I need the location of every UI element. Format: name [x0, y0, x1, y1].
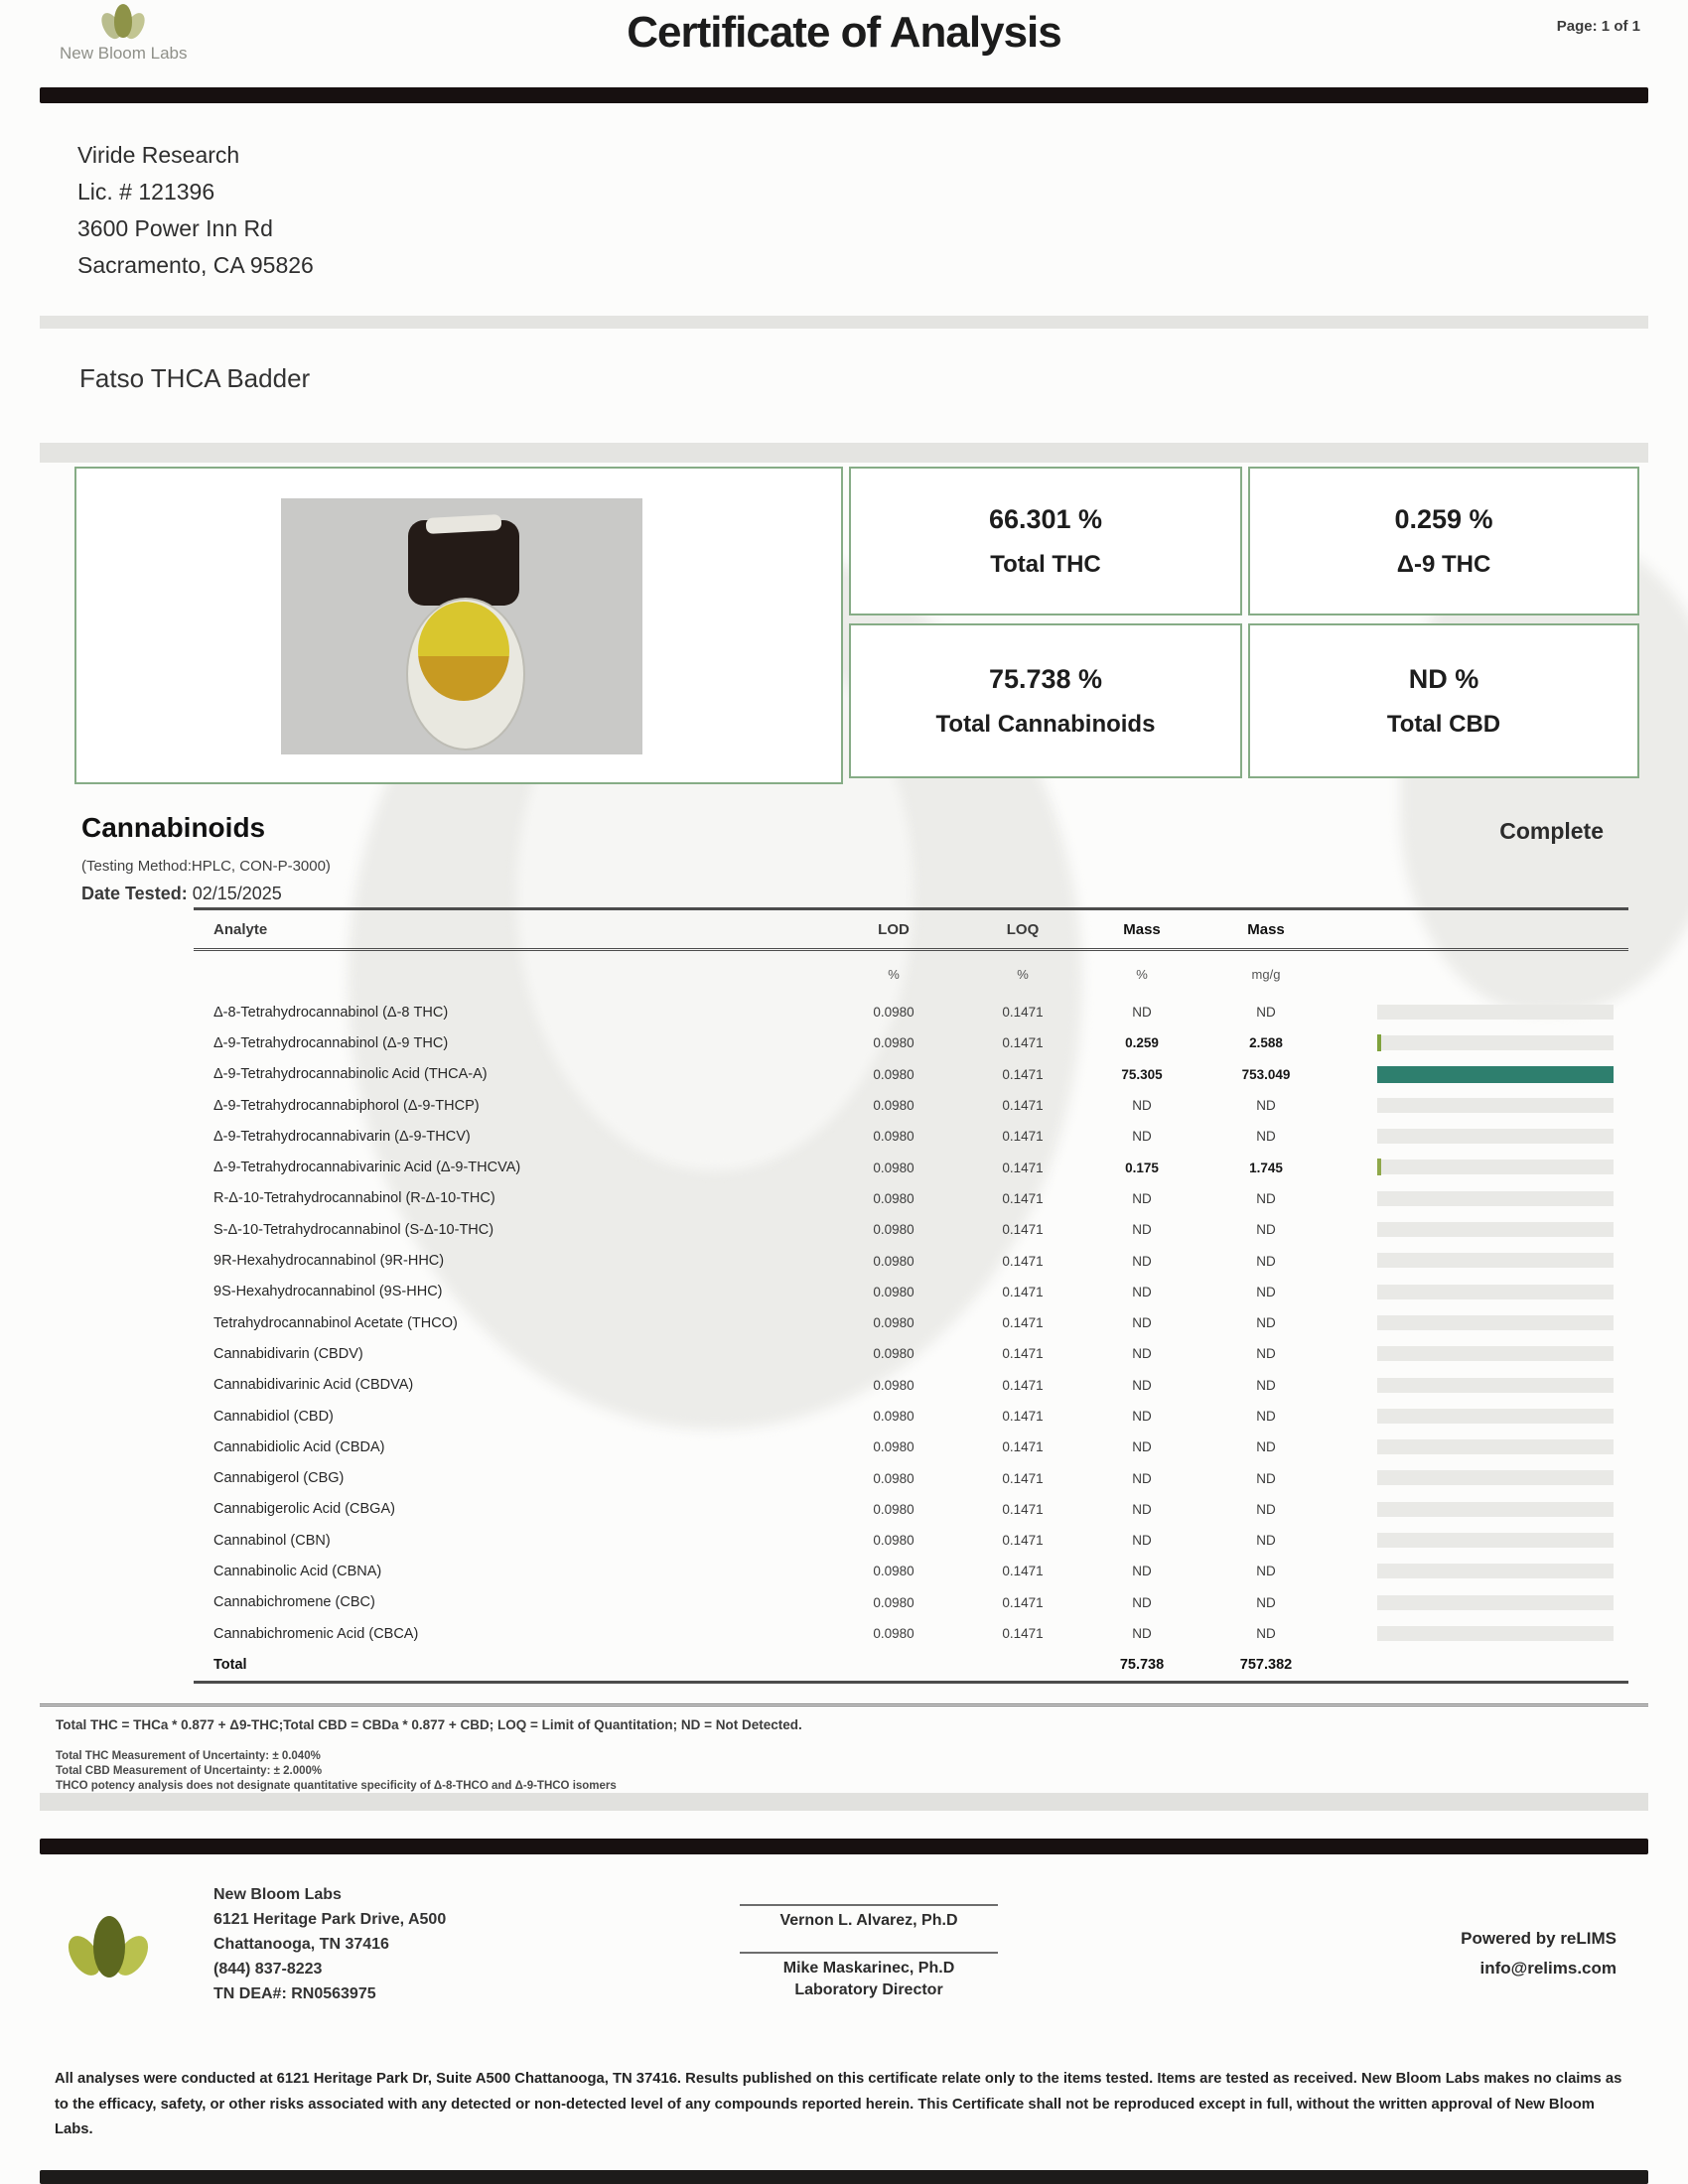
lod-cell: 0.0980 — [873, 1626, 914, 1642]
analyte-cell: 9R-Hexahydrocannabinol (9R-HHC) — [213, 1253, 445, 1270]
table-rule — [194, 1681, 1628, 1684]
analyte-cell: Cannabigerol (CBG) — [213, 1470, 345, 1487]
powered-by: Powered by reLIMS — [1461, 1929, 1617, 1948]
stat-value: 66.301 % — [988, 503, 1103, 534]
lab-logo — [60, 2, 278, 64]
mass-bar-cell — [1336, 1556, 1628, 1586]
mass-bar-cell — [1336, 1494, 1628, 1525]
lab-address-block — [213, 1882, 446, 2006]
table-header-row — [194, 910, 1628, 948]
loq-cell: 0.1471 — [1002, 1098, 1044, 1114]
analyte-cell: Δ-9-Tetrahydrocannabinolic Acid (THCA-A) — [213, 1066, 488, 1083]
stat-label: Total THC — [990, 550, 1101, 578]
loq-cell: 0.1471 — [1002, 1035, 1044, 1051]
footer-divider-bar — [40, 1839, 1648, 1854]
table-row — [194, 1090, 1628, 1121]
lod-cell: 0.0980 — [873, 1409, 914, 1424]
mass-pct-cell: ND — [1132, 1190, 1152, 1206]
stat-value: ND % — [1408, 663, 1479, 694]
loq-cell: 0.1471 — [1002, 1533, 1044, 1549]
mass-mgg-cell: 1.745 — [1249, 1160, 1283, 1175]
total-mass-mgg: 757.382 — [1239, 1657, 1293, 1674]
stat-total-thc — [849, 467, 1242, 615]
lod-cell: 0.0980 — [873, 1533, 914, 1549]
lod-cell: 0.0980 — [873, 1564, 914, 1579]
mass-mgg-cell: 753.049 — [1241, 1066, 1291, 1082]
total-label: Total — [213, 1657, 247, 1674]
table-row — [194, 1307, 1628, 1338]
col-header-lod: LOD — [878, 920, 910, 938]
analyte-cell: Δ-8-Tetrahydrocannabinol (Δ-8 THC) — [213, 1004, 449, 1021]
disclaimer-text: All analyses were conducted at 6121 Heritage Park Dr, Suite A500 Chattanooga, TN 37416. Results published on this certificate relate only to the items tested. Items are tested as received. New Bloom Labs makes no claims as to the efficacy, safety, or other risks associated with any detected or non-detected level of any compounds reported herein. This Certificate shall not be reproduced except in full, without the written approval of New Bloom Labs. — [55, 2071, 1622, 2137]
lod-cell: 0.0980 — [873, 1594, 914, 1610]
mass-bar-cell — [1336, 1618, 1628, 1649]
table-row — [194, 1587, 1628, 1618]
lod-cell: 0.0980 — [873, 1284, 914, 1299]
table-row — [194, 1214, 1628, 1245]
bar-ghost — [1377, 1595, 1614, 1610]
lod-cell: 0.0980 — [873, 1005, 914, 1021]
mass-pct-cell: ND — [1132, 1533, 1152, 1549]
mass-pct-cell: ND — [1132, 1253, 1152, 1269]
uncertainty-cbd: Total CBD Measurement of Uncertainty: ± 2.000% — [56, 1765, 323, 1777]
mass-bar-cell — [1336, 1027, 1628, 1058]
mass-bar-cell — [1336, 1121, 1628, 1152]
loq-cell: 0.1471 — [1002, 1190, 1044, 1206]
mass-pct-cell: ND — [1132, 1377, 1152, 1393]
table-row — [194, 1432, 1628, 1462]
mass-pct-cell: ND — [1132, 1470, 1152, 1486]
section-title: Cannabinoids — [81, 812, 266, 843]
stat-total-cbd — [1248, 623, 1639, 778]
mass-mgg-cell: ND — [1256, 1098, 1276, 1114]
mass-pct-cell: ND — [1132, 1501, 1152, 1517]
bar-ghost — [1377, 1378, 1614, 1393]
bar-ghost — [1377, 1222, 1614, 1237]
bar-ghost — [1377, 1439, 1614, 1454]
lod-cell: 0.0980 — [873, 1222, 914, 1238]
client-info-block — [77, 137, 314, 284]
analyte-cell: Cannabinol (CBN) — [213, 1532, 331, 1549]
mass-mgg-cell: ND — [1256, 1439, 1276, 1455]
mass-mgg-cell: ND — [1256, 1129, 1276, 1145]
client-address-line1: 3600 Power Inn Rd — [77, 215, 273, 241]
bar-ghost — [1377, 1129, 1614, 1144]
mass-pct-cell: ND — [1132, 1284, 1152, 1299]
mass-bar — [1377, 1034, 1381, 1051]
mass-mgg-cell: ND — [1256, 1346, 1276, 1362]
loq-cell: 0.1471 — [1002, 1594, 1044, 1610]
table-units-row — [194, 951, 1628, 997]
mass-bar-cell — [1336, 1245, 1628, 1276]
analyte-cell: Cannabichromenic Acid (CBCA) — [213, 1625, 419, 1642]
analyte-cell: 9S-Hexahydrocannabinol (9S-HHC) — [213, 1284, 443, 1300]
mass-pct-cell: ND — [1132, 1439, 1152, 1455]
mass-bar-cell — [1336, 1214, 1628, 1245]
page-title: Certificate of Analysis — [627, 8, 1061, 57]
table-row — [194, 1059, 1628, 1090]
lod-cell: 0.0980 — [873, 1315, 914, 1331]
mass-mgg-cell: ND — [1256, 1222, 1276, 1238]
mass-pct-cell: ND — [1132, 1129, 1152, 1145]
signature-line — [740, 1952, 998, 1954]
mass-mgg-cell: ND — [1256, 1315, 1276, 1331]
mass-bar-cell — [1336, 1183, 1628, 1214]
loq-cell: 0.1471 — [1002, 1439, 1044, 1455]
table-row — [194, 1525, 1628, 1556]
mass-pct-cell: ND — [1132, 1315, 1152, 1331]
analyte-cell: Δ-9-Tetrahydrocannabivarin (Δ-9-THCV) — [213, 1128, 471, 1145]
mass-pct-cell: 0.175 — [1125, 1160, 1159, 1175]
analyte-cell: Cannabidiol (CBD) — [213, 1408, 334, 1425]
bar-ghost — [1377, 1564, 1614, 1578]
analyte-cell: Δ-9-Tetrahydrocannabivarinic Acid (Δ-9-THCVA) — [213, 1160, 521, 1176]
mass-bar-cell — [1336, 1152, 1628, 1182]
mass-bar-cell — [1336, 1338, 1628, 1369]
table-row — [194, 1183, 1628, 1214]
lab-address1: 6121 Heritage Park Drive, A500 — [213, 1911, 447, 1928]
mass-bar-cell — [1336, 1525, 1628, 1556]
mass-pct-cell: ND — [1132, 1409, 1152, 1424]
bar-ghost — [1377, 1035, 1614, 1050]
mass-mgg-cell: ND — [1256, 1470, 1276, 1486]
table-total-row — [194, 1649, 1628, 1681]
product-name: Fatso THCA Badder — [79, 363, 311, 393]
table-row — [194, 1121, 1628, 1152]
lab-phone: (844) 837-8223 — [213, 1961, 323, 1978]
signature-line — [740, 1904, 998, 1906]
bar-ghost — [1377, 1315, 1614, 1330]
loq-cell: 0.1471 — [1002, 1284, 1044, 1299]
loq-cell: 0.1471 — [1002, 1066, 1044, 1082]
mass-bar-cell — [1336, 1462, 1628, 1493]
lod-cell: 0.0980 — [873, 1066, 914, 1082]
lod-cell: 0.0980 — [873, 1377, 914, 1393]
table-body — [194, 997, 1628, 1649]
footnote-divider — [40, 1704, 1648, 1706]
analyte-cell: Cannabidivarin (CBDV) — [213, 1345, 363, 1362]
total-mass-pct: 75.738 — [1119, 1657, 1165, 1674]
signer1-name: Vernon L. Alvarez, Ph.D — [779, 1912, 958, 1929]
mass-mgg-cell: ND — [1256, 1190, 1276, 1206]
mass-mgg-cell: ND — [1256, 1377, 1276, 1393]
stat-label: Δ-9 THC — [1396, 550, 1491, 578]
unit-mass-pct: % — [1136, 966, 1148, 982]
loq-cell: 0.1471 — [1002, 1160, 1044, 1175]
lod-cell: 0.0980 — [873, 1098, 914, 1114]
product-photo — [281, 498, 642, 754]
lod-cell: 0.0980 — [873, 1253, 914, 1269]
col-header-mass-mgg: Mass — [1247, 920, 1285, 938]
page-number: Page: 1 of 1 — [1556, 18, 1640, 35]
mass-mgg-cell: ND — [1256, 1501, 1276, 1517]
table-row — [194, 1338, 1628, 1369]
mass-pct-cell: ND — [1132, 1564, 1152, 1579]
mass-pct-cell: 0.259 — [1125, 1035, 1159, 1051]
mass-mgg-cell: ND — [1256, 1005, 1276, 1021]
table-row — [194, 1277, 1628, 1307]
footnote-uncertainty — [56, 1749, 617, 1794]
loq-cell: 0.1471 — [1002, 1564, 1044, 1579]
mass-bar-cell — [1336, 1370, 1628, 1401]
signer2-name: Mike Maskarinec, Ph.D — [782, 1960, 955, 1977]
loq-cell: 0.1471 — [1002, 1346, 1044, 1362]
table-row — [194, 1462, 1628, 1493]
bar-ghost — [1377, 1253, 1614, 1268]
lod-cell: 0.0980 — [873, 1346, 914, 1362]
section-status: Complete — [1499, 818, 1604, 844]
date-tested-value: 02/15/2025 — [192, 884, 282, 903]
analyte-cell: Cannabidiolic Acid (CBDA) — [213, 1438, 385, 1455]
analyte-cell: S-Δ-10-Tetrahydrocannabinol (S-Δ-10-THC) — [213, 1221, 494, 1238]
stat-delta9-thc — [1248, 467, 1639, 615]
bar-ghost — [1377, 1533, 1614, 1548]
mass-bar-cell — [1336, 1059, 1628, 1090]
table-row — [194, 1556, 1628, 1586]
stat-total-cannabinoids — [849, 623, 1242, 778]
col-header-analyte: Analyte — [213, 920, 268, 938]
unit-loq: % — [1017, 966, 1029, 982]
lod-cell: 0.0980 — [873, 1129, 914, 1145]
signature-block — [740, 1904, 998, 1999]
lod-cell: 0.0980 — [873, 1501, 914, 1517]
divider — [40, 316, 1648, 329]
stat-label: Total CBD — [1386, 710, 1501, 738]
lod-cell: 0.0980 — [873, 1439, 914, 1455]
loq-cell: 0.1471 — [1002, 1222, 1044, 1238]
analyte-cell: Δ-9-Tetrahydrocannabiphorol (Δ-9-THCP) — [213, 1097, 480, 1114]
bottom-edge-bar — [40, 2170, 1648, 2184]
lod-cell: 0.0980 — [873, 1160, 914, 1175]
divider — [40, 1793, 1648, 1811]
jar-badder — [418, 602, 509, 701]
mass-mgg-cell: ND — [1256, 1284, 1276, 1299]
table-row — [194, 1494, 1628, 1525]
mass-mgg-cell: 2.588 — [1249, 1035, 1283, 1051]
header-divider-bar — [40, 87, 1648, 103]
mass-pct-cell: ND — [1132, 1222, 1152, 1238]
table-row — [194, 997, 1628, 1027]
analyte-cell: Cannabinolic Acid (CBNA) — [213, 1563, 382, 1579]
bar-ghost — [1377, 1160, 1614, 1174]
loq-cell: 0.1471 — [1002, 1470, 1044, 1486]
unit-lod: % — [888, 966, 900, 982]
lod-cell: 0.0980 — [873, 1035, 914, 1051]
mass-pct-cell: 75.305 — [1121, 1066, 1163, 1082]
stat-label: Total Cannabinoids — [935, 710, 1156, 738]
lod-cell: 0.0980 — [873, 1470, 914, 1486]
mass-pct-cell: ND — [1132, 1594, 1152, 1610]
mass-pct-cell: ND — [1132, 1626, 1152, 1642]
uncertainty-thc: Total THC Measurement of Uncertainty: ± 0.040% — [56, 1750, 321, 1762]
testing-method: (Testing Method:HPLC, CON-P-3000) — [81, 858, 331, 875]
stat-value: 0.259 % — [1394, 503, 1493, 534]
bar-ghost — [1377, 1502, 1614, 1517]
lab-name: New Bloom Labs — [213, 1886, 342, 1903]
product-photo-box — [74, 467, 843, 784]
date-tested — [81, 884, 282, 904]
analyte-cell: Tetrahydrocannabinol Acetate (THCO) — [213, 1314, 458, 1331]
bar-ghost — [1377, 1346, 1614, 1361]
mass-mgg-cell: ND — [1256, 1626, 1276, 1642]
bar-ghost — [1377, 1626, 1614, 1641]
jar-lid — [408, 520, 519, 606]
analyte-cell: R-Δ-10-Tetrahydrocannabinol (R-Δ-10-THC) — [213, 1190, 495, 1207]
lab-dea: TN DEA#: RN0563975 — [213, 1985, 376, 2002]
footnote-calculation: Total THC = THCa * 0.877 + Δ9-THC;Total CBD = CBDa * 0.877 + CBD; LOQ = Limit of Quantitation; ND = Not Detected. — [56, 1717, 802, 1732]
lab-logo-icon — [101, 2, 145, 42]
client-license: Lic. # 121396 — [77, 179, 215, 205]
loq-cell: 0.1471 — [1002, 1626, 1044, 1642]
bar-ghost — [1377, 1470, 1614, 1485]
unit-mass-mgg: mg/g — [1251, 966, 1281, 982]
col-header-mass-pct: Mass — [1123, 920, 1161, 938]
analyte-cell: Cannabigerolic Acid (CBGA) — [213, 1501, 395, 1518]
mass-mgg-cell: ND — [1256, 1564, 1276, 1579]
footer-logo-icon — [71, 1908, 147, 1987]
divider — [40, 443, 1648, 463]
mass-bar-cell — [1336, 1401, 1628, 1432]
mass-bar-cell — [1336, 1090, 1628, 1121]
mass-bar-cell — [1336, 1277, 1628, 1307]
analyte-cell: Δ-9-Tetrahydrocannabinol (Δ-9 THC) — [213, 1034, 449, 1051]
mass-pct-cell: ND — [1132, 1005, 1152, 1021]
mass-bar — [1377, 1159, 1381, 1175]
loq-cell: 0.1471 — [1002, 1129, 1044, 1145]
bar-ghost — [1377, 1285, 1614, 1299]
col-header-loq: LOQ — [1006, 920, 1040, 938]
lims-block — [1461, 1924, 1617, 1983]
mass-pct-cell: ND — [1132, 1346, 1152, 1362]
lims-email: info@relims.com — [1479, 1959, 1617, 1978]
mass-bar — [1377, 1066, 1614, 1083]
mass-mgg-cell: ND — [1256, 1253, 1276, 1269]
mass-mgg-cell: ND — [1256, 1533, 1276, 1549]
mass-bar-cell — [1336, 1587, 1628, 1618]
table-row — [194, 1370, 1628, 1401]
loq-cell: 0.1471 — [1002, 1005, 1044, 1021]
loq-cell: 0.1471 — [1002, 1409, 1044, 1424]
client-address-line2: Sacramento, CA 95826 — [77, 252, 314, 278]
stat-value: 75.738 % — [988, 663, 1103, 694]
loq-cell: 0.1471 — [1002, 1377, 1044, 1393]
mass-pct-cell: ND — [1132, 1098, 1152, 1114]
loq-cell: 0.1471 — [1002, 1253, 1044, 1269]
table-row — [194, 1027, 1628, 1058]
table-row — [194, 1401, 1628, 1432]
table-row — [194, 1618, 1628, 1649]
client-name: Viride Research — [77, 142, 240, 168]
table-row — [194, 1245, 1628, 1276]
bar-ghost — [1377, 1409, 1614, 1424]
bar-ghost — [1377, 1098, 1614, 1113]
signer2-title: Laboratory Director — [794, 1981, 943, 1998]
lab-address2: Chattanooga, TN 37416 — [213, 1936, 389, 1953]
uncertainty-thco: THCO potency analysis does not designate quantitative specificity of Δ-8-THCO and Δ-9-THCO isomers — [56, 1780, 617, 1792]
analyte-cell: Cannabidivarinic Acid (CBDVA) — [213, 1377, 414, 1394]
mass-bar-cell — [1336, 1432, 1628, 1462]
cannabinoid-table — [194, 907, 1628, 1684]
analyte-cell: Cannabichromene (CBC) — [213, 1594, 375, 1611]
loq-cell: 0.1471 — [1002, 1315, 1044, 1331]
table-row — [194, 1152, 1628, 1182]
mass-bar-cell — [1336, 1307, 1628, 1338]
date-tested-label: Date Tested: — [81, 884, 188, 903]
lab-logo-text: New Bloom Labs — [60, 44, 188, 63]
mass-mgg-cell: ND — [1256, 1594, 1276, 1610]
mass-mgg-cell: ND — [1256, 1409, 1276, 1424]
loq-cell: 0.1471 — [1002, 1501, 1044, 1517]
lod-cell: 0.0980 — [873, 1190, 914, 1206]
bar-ghost — [1377, 1005, 1614, 1020]
bar-ghost — [1377, 1191, 1614, 1206]
mass-bar-cell — [1336, 997, 1628, 1027]
